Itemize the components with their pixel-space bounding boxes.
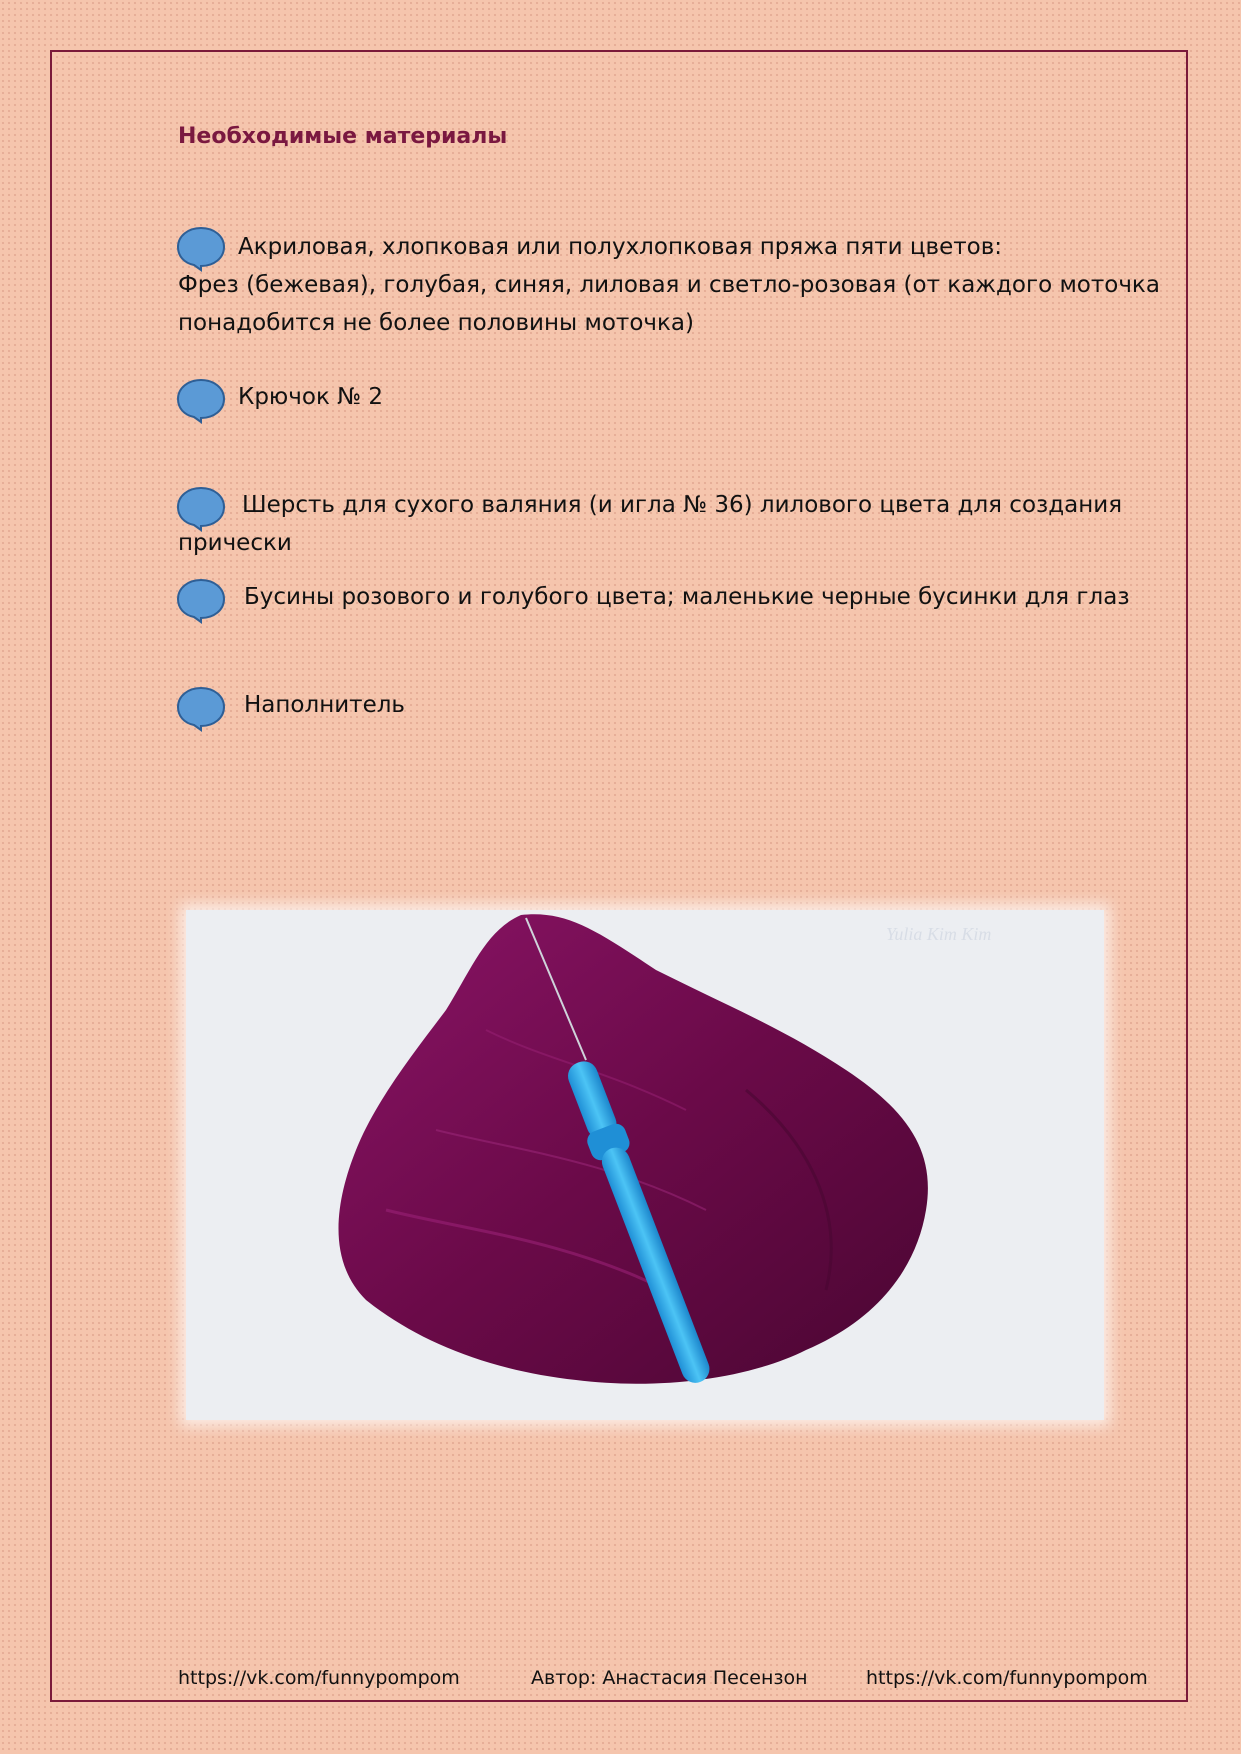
footer-link-right[interactable]: https://vk.com/funnypompom	[866, 1667, 1148, 1689]
item-line: понадобится не более половины моточка)	[178, 310, 694, 336]
list-item	[178, 486, 1122, 562]
item-line: Крючок № 2	[238, 384, 384, 410]
item-line: Бусины розового и голубого цвета; маленькие черные бусинки для глаз	[244, 584, 1130, 610]
item-line: Шерсть для сухого валяния (и игла № 36) лилового цвета для создания	[242, 492, 1123, 518]
item-line: прически	[178, 530, 292, 556]
photo-watermark: Yulia Kim Kim	[886, 924, 992, 944]
footer-link-left[interactable]: https://vk.com/funnypompom	[178, 1667, 460, 1689]
list-item	[178, 228, 1160, 342]
list-item	[178, 578, 1130, 616]
list-item	[178, 378, 383, 416]
item-line: Акриловая, хлопковая или полухлопковая пряжа пяти цветов:	[238, 234, 1003, 260]
felting-wool-and-needle-photo	[186, 910, 1104, 1420]
photo-illustration	[186, 910, 1104, 1420]
list-item	[178, 686, 405, 724]
section-heading: Необходимые материалы	[178, 124, 508, 149]
footer-author: Автор: Анастасия Песензон	[531, 1667, 808, 1689]
item-line: Фрез (бежевая), голубая, синяя, лиловая и светло-розовая (от каждого моточка	[178, 272, 1160, 298]
item-line: Наполнитель	[244, 692, 405, 718]
